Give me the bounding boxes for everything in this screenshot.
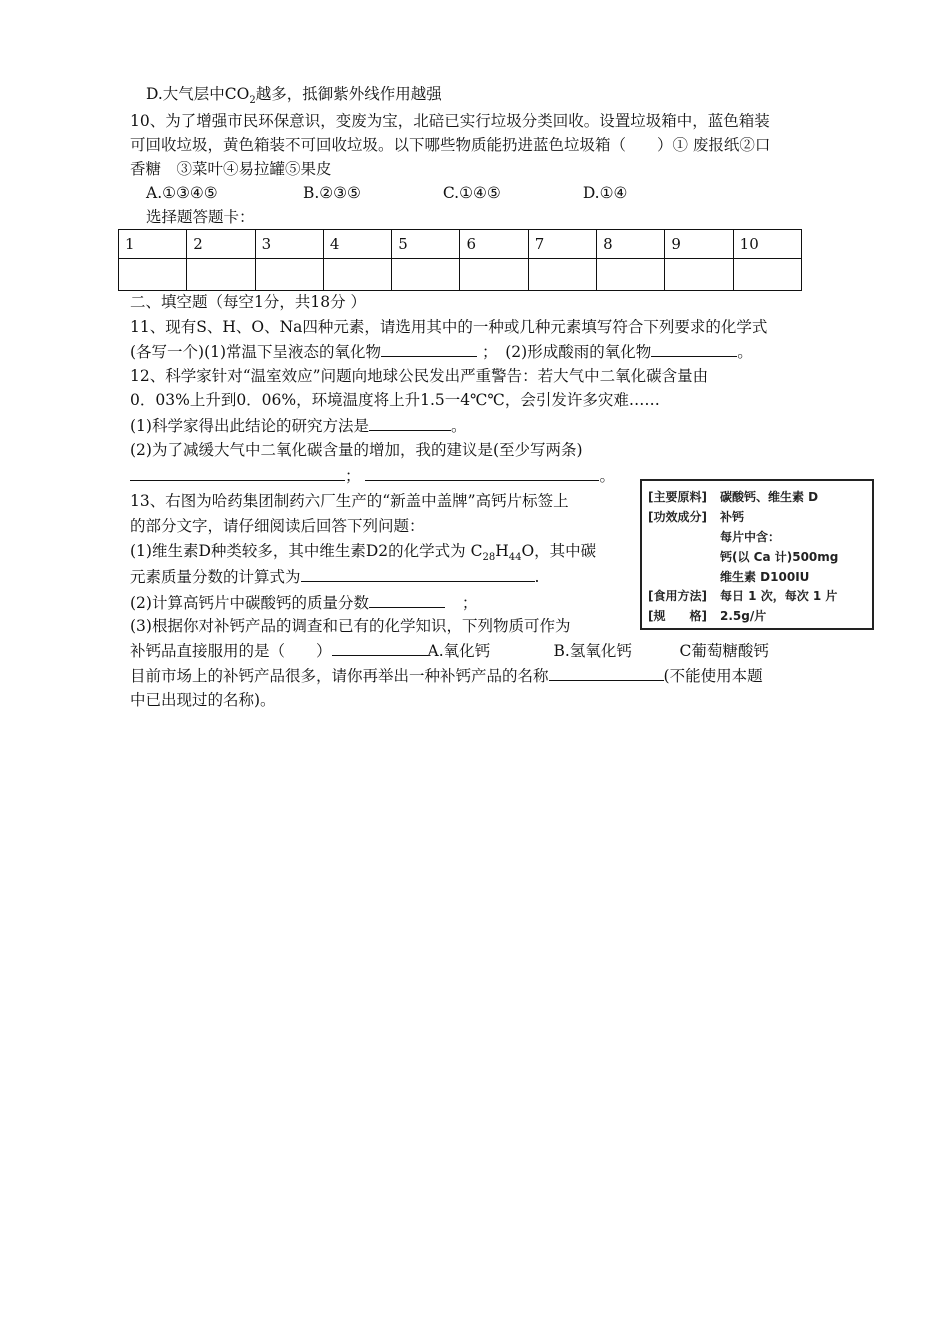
label-row-function: [功效成分] 补钙 [648, 510, 745, 524]
answer-cell[interactable] [665, 259, 733, 291]
q11-line-2: (各写一个)(1)常温下呈液态的氧化物 ； (2)形成酸雨的氧化物 。 [130, 343, 753, 361]
q12-line-1: 12、科学家针对“温室效应”问题向地球公民发出严重警告：若大气中二氧化碳含量由 [130, 367, 709, 385]
label-row-spec: [规 格] 2.5g/片 [648, 609, 767, 623]
q9-option-d: D.大气层中$CO_2$越多，抵御紫外线作用越强 [146, 85, 442, 107]
answer-card-num: 6 [460, 230, 528, 259]
answer-cell[interactable] [597, 259, 665, 291]
answer-cell[interactable] [119, 259, 187, 291]
q10-option-d: D.①④ [582, 184, 628, 202]
q13-part-3: (3)根据你对补钙产品的调查和已有的化学知识，下列物质可作为 [130, 617, 571, 635]
product-label [640, 479, 874, 630]
q10-line-3: 香糖 ③菜叶④易拉罐⑤果皮 [130, 160, 332, 178]
q13-part-1-cont: 元素质量分数的计算式为 . [130, 568, 540, 586]
answer-card-num: 4 [323, 230, 391, 259]
answer-cell[interactable] [255, 259, 323, 291]
label-row-per-tablet: 每片中含： [720, 530, 781, 544]
label-row-usage: [食用方法] 每日 1 次，每次 1 片 [648, 589, 838, 603]
q12-part-2: (2)为了减缓大气中二氧化碳含量的增加，我的建议是(至少写两条) [130, 441, 583, 459]
section-2-heading: 二、填空题（每空1分，共18分 ） [130, 293, 367, 311]
q13-part-4-cont: 中已出现过的名称)。 [130, 691, 276, 709]
q11-blank-1[interactable] [381, 341, 477, 357]
answer-cell[interactable] [733, 259, 801, 291]
answer-card-num: 7 [528, 230, 596, 259]
answer-cell[interactable] [187, 259, 255, 291]
q13-part-2: (2)计算高钙片中碳酸钙的质量分数 ； [130, 594, 478, 612]
answer-card-answer-row [119, 259, 802, 291]
q13-part-4: 目前市场上的补钙产品很多，请你再举出一种补钙产品的名称 (不能使用本题 [130, 667, 763, 685]
q13-option-a: A.氧化钙 [427, 642, 491, 660]
answer-cell[interactable] [528, 259, 596, 291]
q12-part-1: (1)科学家得出此结论的研究方法是 。 [130, 417, 467, 435]
q13-blank-4[interactable] [549, 665, 664, 681]
q13-part-3-cont: 补钙品直接服用的是（ ） A.氧化钙 B.氢氧化钙 C葡萄糖酸钙 [130, 642, 769, 660]
answer-card-num: 2 [187, 230, 255, 259]
q10-line-2: 可回收垃圾，黄色箱装不可回收垃圾。以下哪些物质能扔进蓝色垃圾箱（ ）① 废报纸②口 [130, 136, 771, 154]
q12-blank-1[interactable] [369, 415, 451, 431]
q13-line-2: 的部分文字，请仔细阅读后回答下列问题： [130, 517, 425, 535]
q12-blank-3[interactable] [365, 465, 599, 481]
q10-option-c: C.①④⑤ [442, 184, 501, 202]
q13-part-1: (1)维生素D种类较多，其中维生素D2的化学式为 $C_{28}H_{44}O$，其中碳 [130, 542, 597, 564]
answer-card-num: 10 [733, 230, 801, 259]
answer-card-table [118, 229, 802, 291]
q13-option-c: C葡萄糖酸钙 [679, 642, 769, 660]
q13-blank-1[interactable] [301, 566, 535, 582]
q12-blank-2[interactable] [130, 465, 345, 481]
q13-blank-3[interactable] [332, 640, 428, 656]
q13-option-b: B.氢氧化钙 [553, 642, 632, 660]
q12-part-2-answers: ； 。 [130, 465, 615, 486]
q11-blank-2[interactable] [651, 341, 737, 357]
label-row-ingredients: [主要原料] 碳酸钙、维生素 D [648, 490, 819, 504]
answer-card-num: 1 [119, 230, 187, 259]
answer-card-header-row [119, 230, 802, 259]
q10-option-b: B.②③⑤ [302, 184, 361, 202]
q13-line-1: 13、右图为哈药集团制药六厂生产的“新盖中盖牌”高钙片标签上 [130, 492, 569, 510]
q10-options [146, 183, 627, 203]
label-row-vitamin-d: 维生素 D100IU [720, 570, 810, 584]
q10-line-1: 10、为了增强市民环保意识，变废为宝，北碚已实行垃圾分类回收。设置垃圾箱中，蓝色箱装 [130, 112, 770, 130]
answer-card-num: 9 [665, 230, 733, 259]
answer-cell[interactable] [323, 259, 391, 291]
answer-card-title: 选择题答题卡： [146, 208, 255, 226]
q11-line-1: 11、现有S、H、O、Na四种元素，请选用其中的一种或几种元素填写符合下列要求的化学式 [130, 318, 768, 336]
answer-card-num: 3 [255, 230, 323, 259]
q10-option-a: A.①③④⑤ [146, 184, 218, 202]
answer-card-num: 5 [392, 230, 460, 259]
answer-card-num: 8 [597, 230, 665, 259]
q13-blank-2[interactable] [369, 592, 445, 608]
q12-line-2: 0．03%上升到0．06%，环境温度将上升1.5一4℃℃，会引发许多灾难…… [130, 391, 660, 409]
answer-cell[interactable] [392, 259, 460, 291]
label-row-calcium: 钙(以 Ca 计)500mg [720, 550, 839, 564]
answer-cell[interactable] [460, 259, 528, 291]
